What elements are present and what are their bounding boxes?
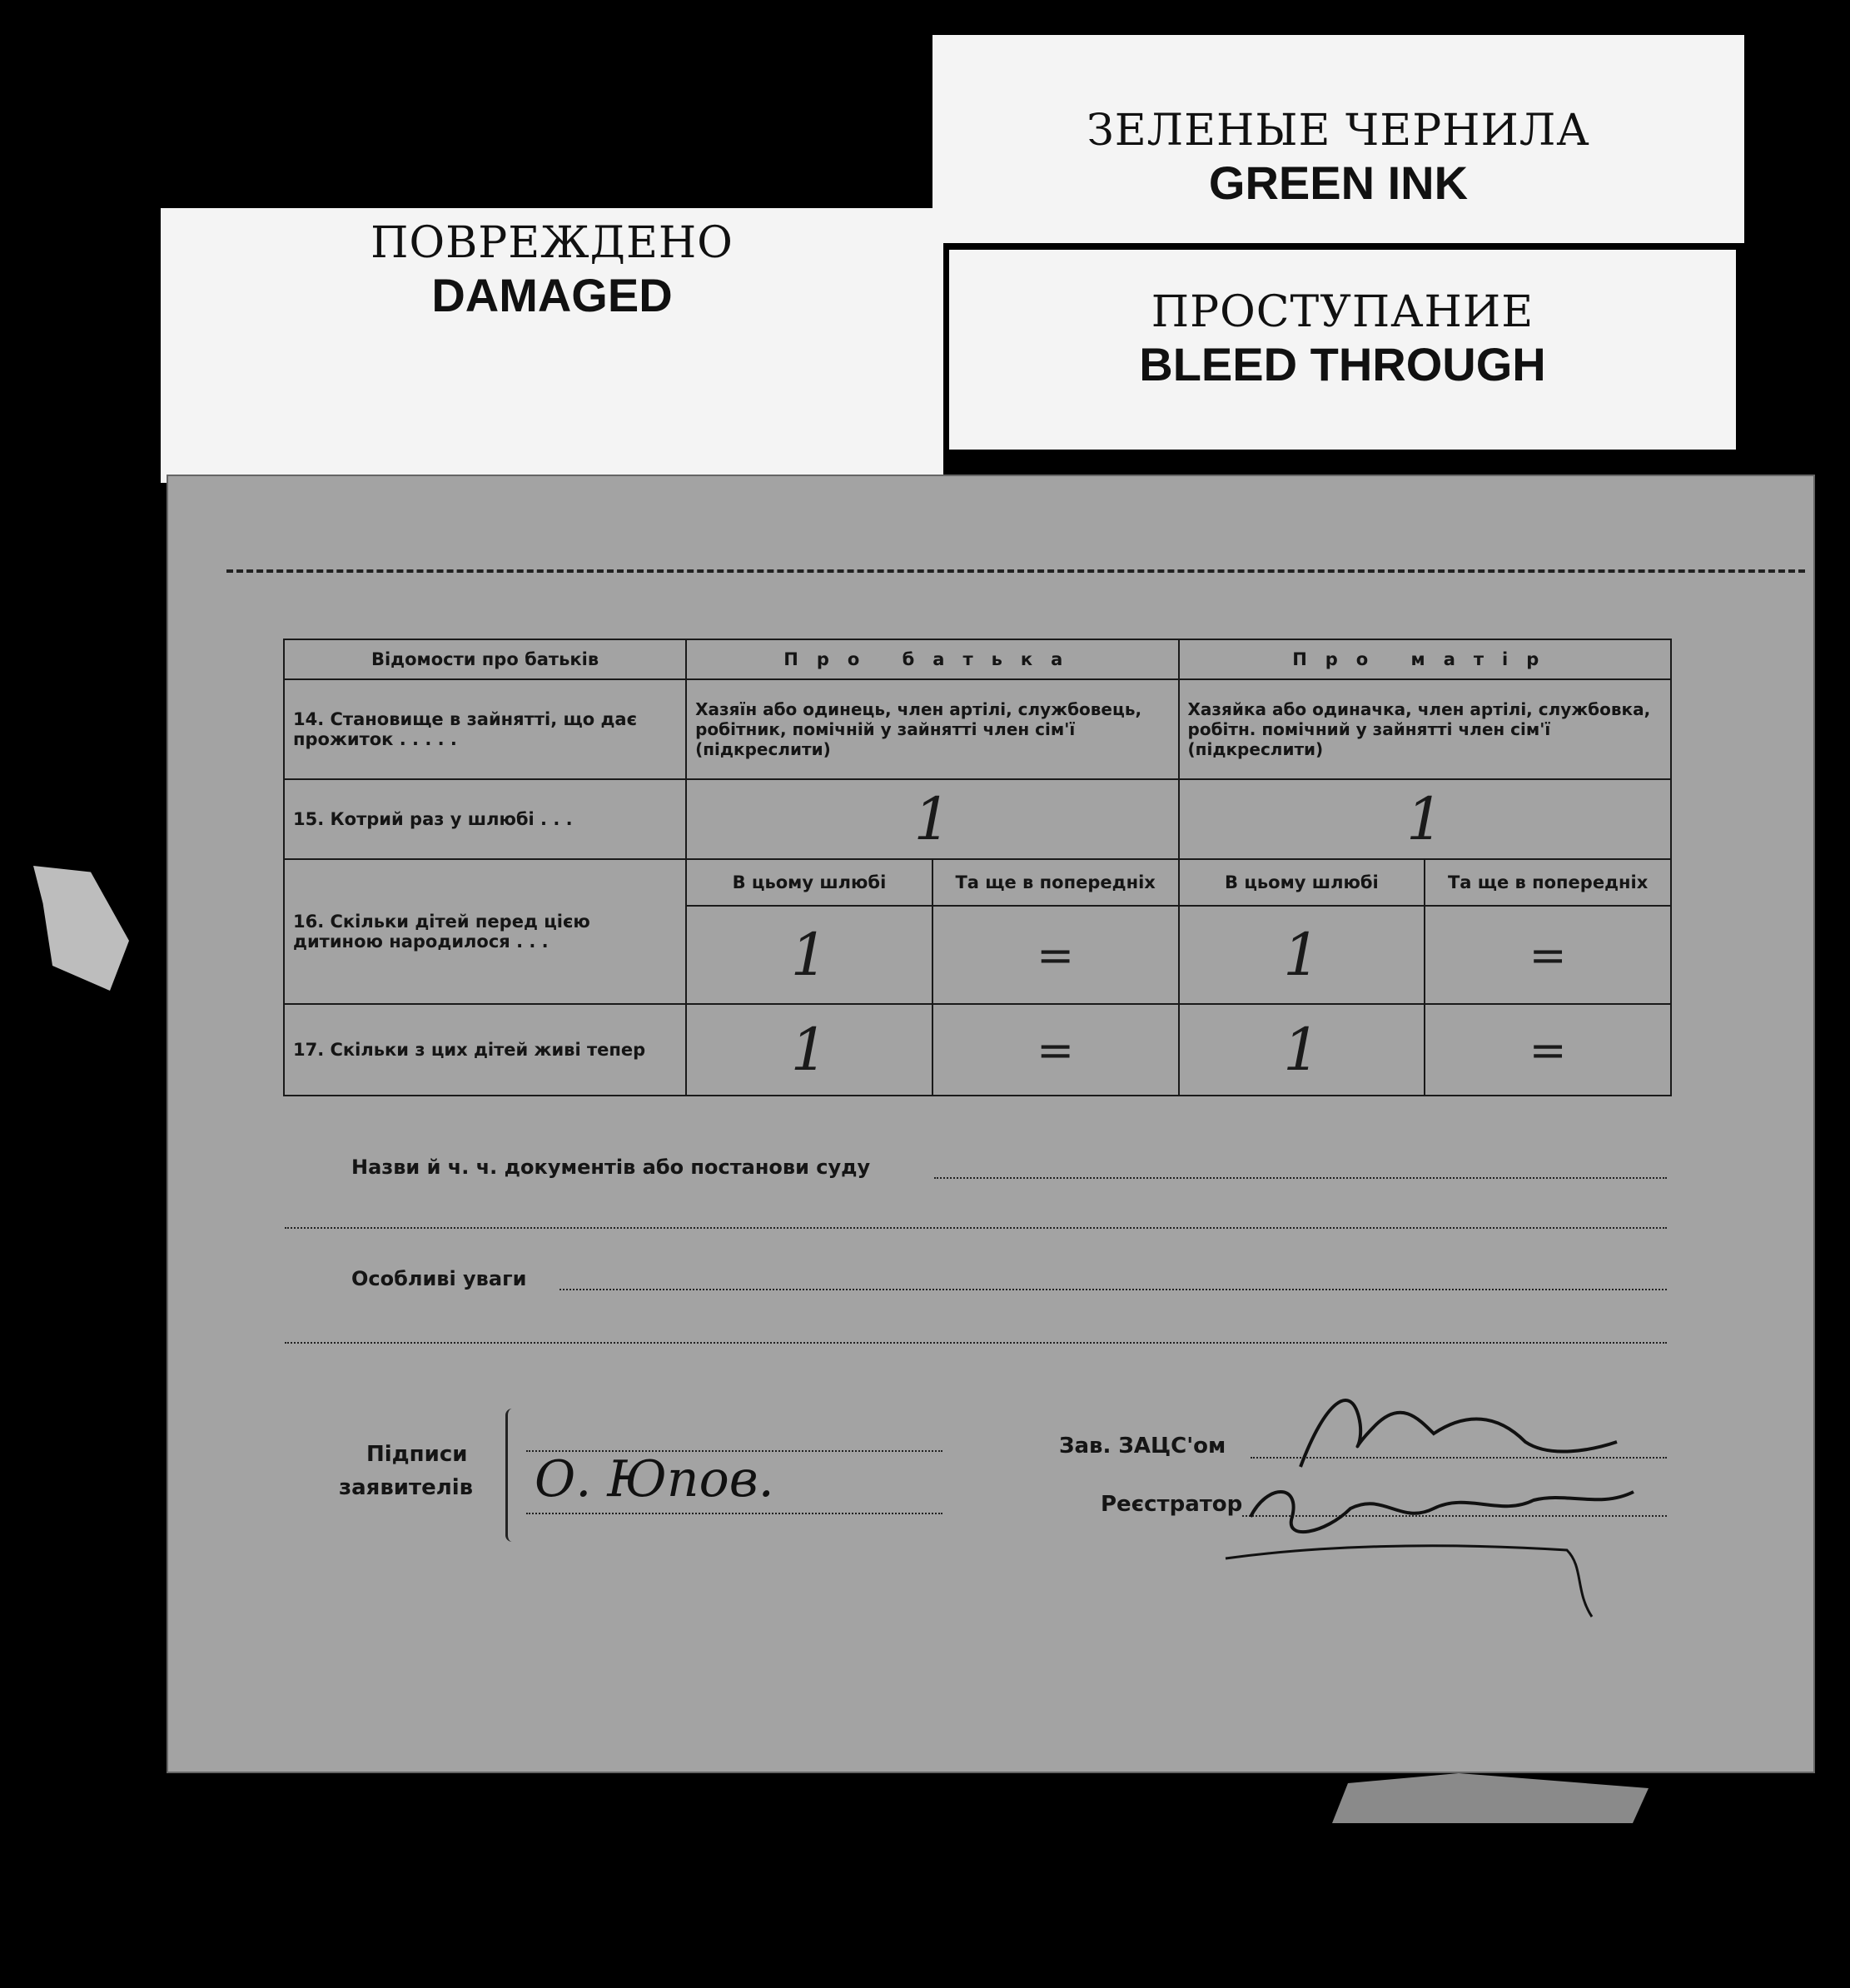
applicants-label-1: Підписи: [366, 1442, 468, 1467]
documents-line-1: [934, 1177, 1667, 1179]
row-16-value-3: 1: [1179, 906, 1425, 1004]
green-ink-label-en: GREEN INK: [1208, 157, 1469, 209]
row-14-mother: Хазяйка або одиначка, член артілі, службовка, робітн. помічний у зайнятті член сім'ї (підкреслити): [1179, 679, 1671, 779]
row-17-value-3: 1: [1179, 1004, 1425, 1096]
row-16-value-1: 1: [686, 906, 932, 1004]
applicant-signature: О. Юпов.: [535, 1450, 774, 1508]
registrar-label: Реєстратор: [1101, 1492, 1243, 1517]
remarks-line-2: [285, 1342, 1667, 1344]
dashed-cut-line: [226, 569, 1805, 573]
row-15-father-value: 1: [686, 779, 1178, 859]
row-14-label: 14. Становище в зайнятті, що дає прожиток . . . . .: [284, 679, 686, 779]
documents-label: Назви й ч. ч. документів або постанови суду: [351, 1156, 871, 1179]
header-parents-info: Відомости про батьків: [284, 639, 686, 679]
row-14: [284, 679, 1671, 779]
mother-this-marriage-header: В цьому шлюбі: [1179, 859, 1425, 906]
bleed-through-label-en: BLEED THROUGH: [1139, 338, 1546, 390]
header-about-father: Про батька: [686, 639, 1178, 679]
row-14-father: Хазяїн або одинець, член артілі, службовець, робітник, помічній у зайнятті член сім'ї (підкреслити): [686, 679, 1178, 779]
father-previous-header: Та ще в попередніх: [932, 859, 1179, 906]
damaged-label-en: DAMAGED: [431, 269, 673, 321]
row-17-value-1: 1: [686, 1004, 932, 1096]
green-ink-label-ru: ЗЕЛЕНЫЕ ЧЕРНИЛА: [1087, 106, 1590, 156]
row-17-value-4: =: [1425, 1004, 1671, 1096]
header-about-mother: Про матір: [1179, 639, 1671, 679]
father-this-marriage-header: В цьому шлюбі: [686, 859, 932, 906]
row-16-value-4: =: [1425, 906, 1671, 1004]
row-15-mother-value: 1: [1179, 779, 1671, 859]
torn-paper-fragment: [33, 866, 129, 991]
row-17: [284, 1004, 1671, 1096]
applicants-bracket: [505, 1409, 523, 1542]
row-16-label: 16. Скільки дітей перед цією дитиною народилося . . .: [284, 859, 686, 1004]
table-header-row: [284, 639, 1671, 679]
record-form-sheet: [167, 475, 1815, 1773]
row-15: [284, 779, 1671, 859]
paper-scrap: [1332, 1773, 1649, 1823]
parents-info-table: [283, 639, 1672, 1096]
row-17-label: 17. Скільки з цих дітей живі тепер: [284, 1004, 686, 1096]
damaged-label-ru: ПОВРЕЖДЕНО: [370, 218, 734, 268]
row-17-value-2: =: [932, 1004, 1179, 1096]
documents-line-2: [285, 1227, 1667, 1229]
remarks-line-1: [559, 1289, 1667, 1290]
damaged-label-card: [161, 208, 943, 483]
head-label: Зав. ЗАЦС'ом: [1059, 1434, 1226, 1459]
applicant-signature-line-2: [526, 1513, 942, 1514]
row-16-value-2: =: [932, 906, 1179, 1004]
row-15-label: 15. Котрий раз у шлюбі . . .: [284, 779, 686, 859]
bleed-through-label-card: [949, 250, 1736, 450]
mother-previous-header: Та ще в попередніх: [1425, 859, 1671, 906]
green-ink-label-card: [932, 35, 1744, 243]
children-subheader-row: [284, 859, 1671, 906]
applicants-label-2: заявителів: [339, 1475, 474, 1500]
remarks-label: Особливі уваги: [351, 1267, 527, 1290]
registrar-signature: [1217, 1467, 1650, 1633]
head-signature: [1276, 1367, 1625, 1484]
bleed-through-label-ru: ПРОСТУПАНИЕ: [1151, 287, 1534, 337]
